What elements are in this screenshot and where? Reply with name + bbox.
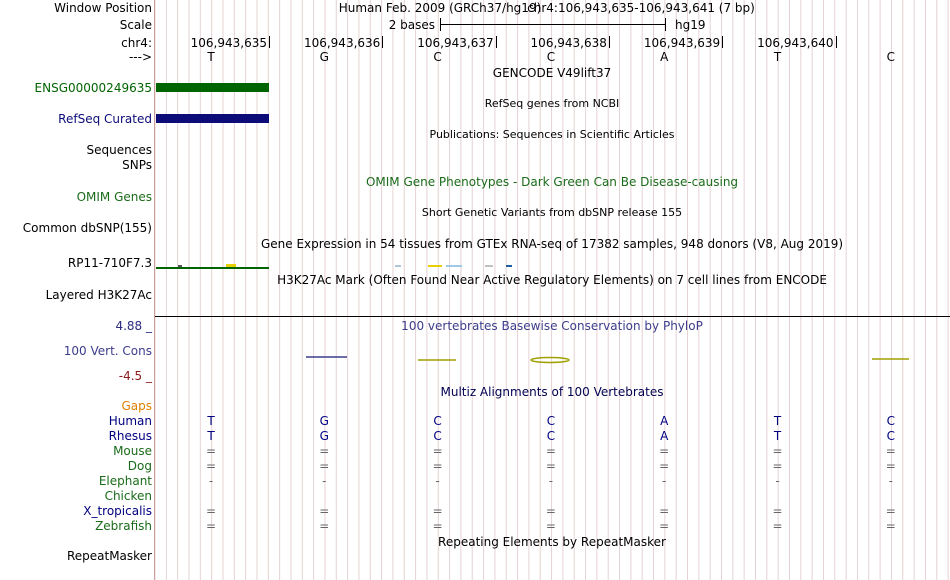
alignment-base: = (432, 504, 443, 518)
ruler-coordinate: 106,943,636 (303, 36, 381, 50)
h3k27ac-label[interactable]: Layered H3K27Ac (45, 288, 152, 302)
alignment-base: = (205, 504, 217, 518)
alignment-base: T (773, 429, 782, 443)
alignment-base: C (546, 414, 556, 428)
alignment-base: = (885, 519, 896, 533)
alignment-base: C (886, 414, 895, 428)
alignment-base: - (888, 474, 893, 488)
alignment-base: C (886, 429, 895, 443)
alignment-base: = (205, 459, 217, 473)
alignment-base: = (772, 504, 783, 518)
alignment-base: = (319, 504, 330, 518)
publications-track-title[interactable]: Publications: Sequences in Scientific Articles (429, 128, 675, 141)
species-label-human[interactable]: Human (108, 414, 152, 428)
scale-label: Scale (119, 18, 152, 32)
alignment-base: = (432, 459, 443, 473)
alignment-base: = (659, 504, 670, 518)
assembly-title: Human Feb. 2009 (GRCh37/hg19) (338, 1, 542, 15)
alignment-base: - (322, 474, 327, 488)
alignment-base: = (885, 444, 896, 458)
alignment-base: = (432, 519, 443, 533)
gtex-gene-label[interactable]: RP11-710F7.3 (67, 256, 152, 270)
ruler-base: A (660, 50, 669, 64)
alignment-base: - (208, 474, 214, 488)
scale-db: hg19 (675, 18, 706, 32)
species-label-zebrafish[interactable]: Zebrafish (95, 519, 152, 533)
species-label-mouse[interactable]: Mouse (113, 444, 152, 458)
alignment-base: = (545, 444, 556, 458)
ruler-base: T (773, 50, 782, 64)
alignment-base: = (659, 444, 670, 458)
species-label-dog[interactable]: Dog (127, 459, 152, 473)
omim-label[interactable]: OMIM Genes (76, 190, 152, 204)
alignment-base: C (546, 429, 556, 443)
species-label-x_tropicalis[interactable]: X_tropicalis (83, 504, 152, 518)
window-position-label: Window Position (54, 1, 152, 15)
alignment-base: - (548, 474, 554, 488)
alignment-base: A (660, 429, 669, 443)
alignment-base: - (775, 474, 780, 488)
ruler-coordinate: 106,943,635 (190, 36, 267, 50)
species-label-rhesus[interactable]: Rhesus (108, 429, 152, 443)
alignment-base: G (319, 429, 329, 443)
omim-track-title[interactable]: OMIM Gene Phenotypes - Dark Green Can Be Disease-causing (365, 175, 739, 189)
ruler-coordinate: 106,943,638 (530, 36, 607, 50)
alignment-base: = (772, 519, 783, 533)
species-label-chicken[interactable]: Chicken (104, 489, 152, 503)
alignment-base: = (772, 459, 783, 473)
alignment-base: = (319, 459, 330, 473)
alignment-base: T (207, 429, 215, 443)
dbsnp-track-title[interactable]: Short Genetic Variants from dbSNP release 155 (421, 206, 683, 219)
ruler-coordinate: 106,943,640 (757, 36, 834, 50)
alignment-base: = (205, 519, 217, 533)
chrom-label: chr4: (121, 36, 152, 50)
ruler-base: T (207, 50, 215, 64)
h3k27ac-track-title[interactable]: H3K27Ac Mark (Often Found Near Active Regulatory Elements) on 7 cell lines from ENCODE (277, 273, 827, 287)
snps-label[interactable]: SNPs (122, 158, 152, 172)
refseq-label[interactable]: RefSeq Curated (58, 112, 152, 126)
alignment-base: = (659, 459, 670, 473)
alignment-base: = (885, 459, 896, 473)
phylop-track-title[interactable]: 100 vertebrates Basewise Conservation by PhyloP (401, 319, 703, 333)
alignment-base: T (773, 414, 782, 428)
scale-text: 2 bases (388, 18, 435, 32)
alignment-base: = (885, 504, 896, 518)
alignment-base: = (545, 519, 556, 533)
multiz-track-title[interactable]: Multiz Alignments of 100 Vertebrates (440, 385, 664, 399)
gtex-track-title[interactable]: Gene Expression in 54 tissues from GTEx RNA-seq of 17382 samples, 948 donors (V8, Aug 2019) (260, 237, 844, 251)
repeatmasker-track-title[interactable]: Repeating Elements by RepeatMasker (438, 535, 666, 549)
ruler-base: C (433, 50, 442, 64)
alignment-base: = (772, 444, 783, 458)
gencode-track-title[interactable]: GENCODE V49lift37 (492, 66, 612, 80)
ruler-base: G (319, 50, 329, 64)
alignment-base: C (433, 414, 442, 428)
alignment-base: - (662, 474, 667, 488)
alignment-base: T (207, 414, 215, 428)
cons-label[interactable]: 100 Vert. Cons (63, 344, 152, 358)
ruler-coordinate: 106,943,639 (643, 36, 721, 50)
alignment-base: A (660, 414, 669, 428)
gaps-label: Gaps (121, 399, 152, 413)
alignment-base: - (435, 474, 440, 488)
repeatmasker-label[interactable]: RepeatMasker (66, 549, 152, 563)
alignment-base: = (545, 504, 556, 518)
alignment-base: G (319, 414, 329, 428)
gencode-gene-label[interactable]: ENSG00000249635 (34, 81, 152, 95)
cons-max-label: 4.88 _ (115, 319, 152, 333)
window-range[interactable]: chr4:106,943,635-106,943,641 (7 bp) (527, 1, 755, 15)
alignment-base: = (659, 519, 670, 533)
refseq-track-title[interactable]: RefSeq genes from NCBI (484, 97, 620, 110)
alignment-base: = (545, 459, 556, 473)
dbsnp-label[interactable]: Common dbSNP(155) (22, 221, 152, 235)
sequences-label[interactable]: Sequences (86, 143, 152, 157)
alignment-base: = (319, 444, 330, 458)
alignment-base: = (205, 444, 217, 458)
ruler-coordinate: 106,943,637 (417, 36, 494, 50)
species-label-elephant[interactable]: Elephant (98, 474, 152, 488)
alignment-base: = (319, 519, 330, 533)
ruler-base: C (886, 50, 895, 64)
alignment-base: C (433, 429, 442, 443)
strand-arrow: ---> (128, 50, 152, 64)
ruler-base: C (546, 50, 556, 64)
alignment-base: = (432, 444, 443, 458)
cons-min-label: -4.5 _ (118, 369, 152, 383)
